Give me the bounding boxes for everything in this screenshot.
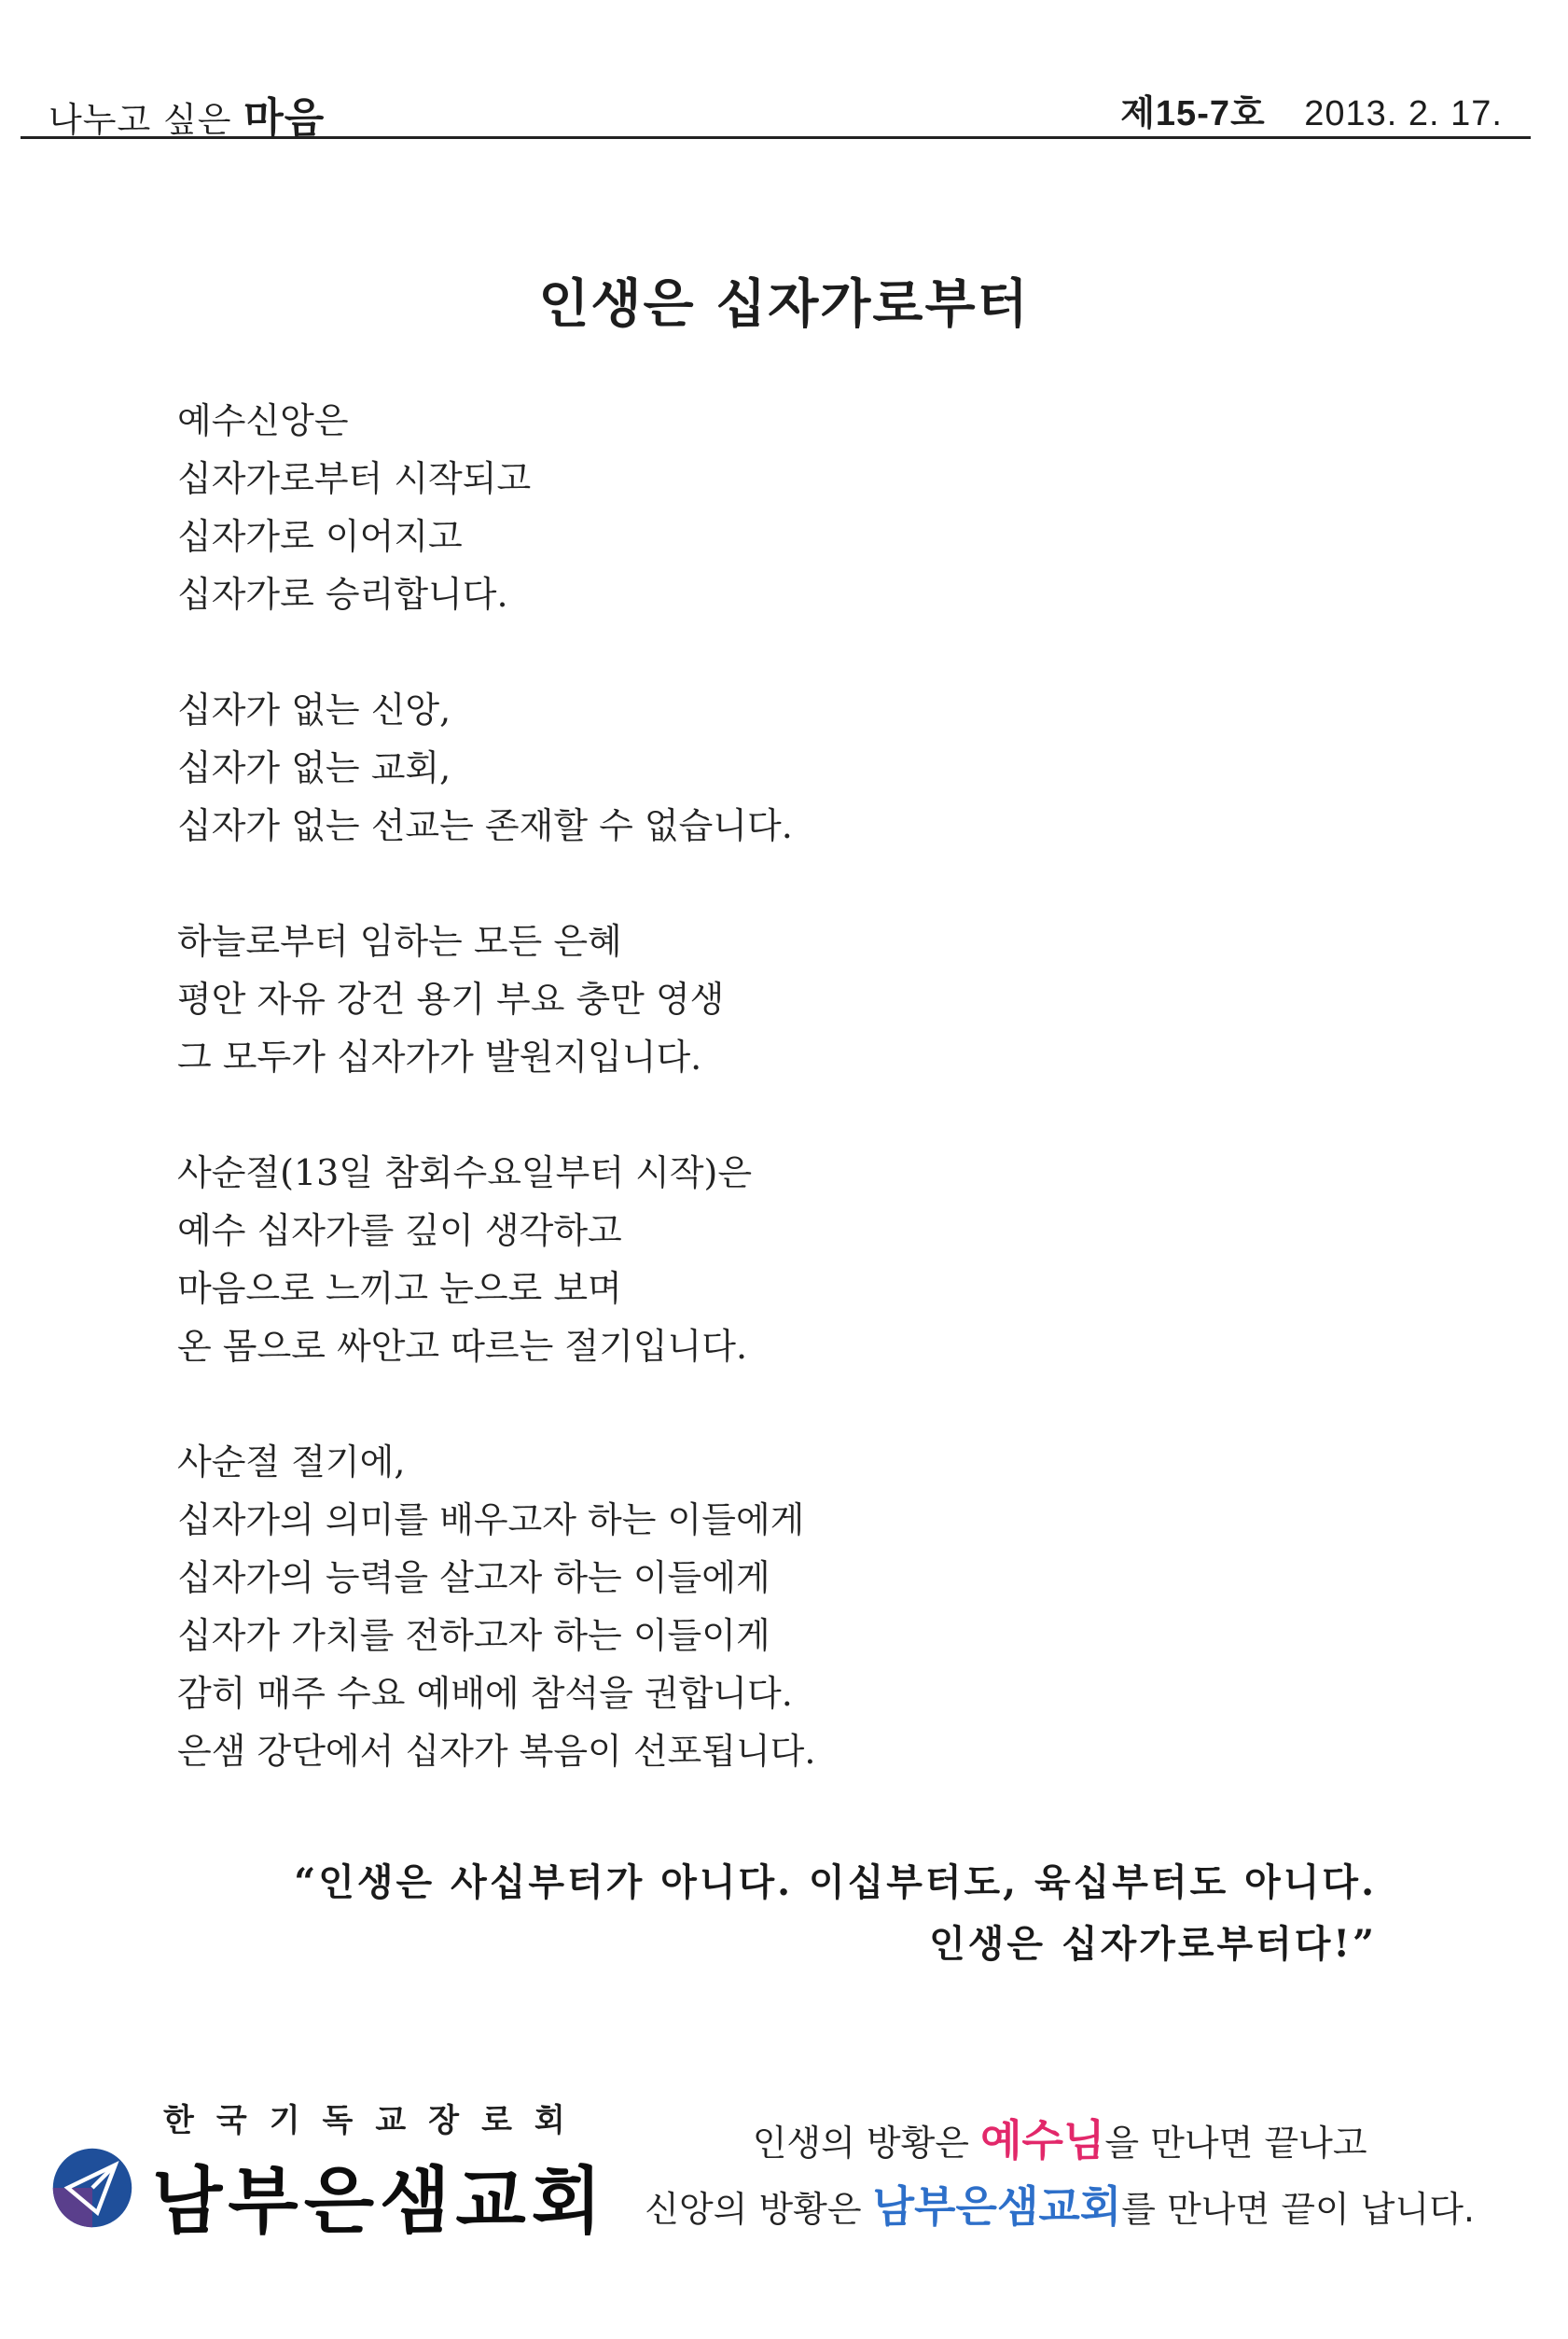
slogan-highlight-church: 남부은샘교회 (872, 2181, 1122, 2232)
poem-stanza-3 (177, 912, 1203, 1086)
poem-line: 십자가로부터 시작되고 (177, 458, 532, 499)
quote-line-2: 인생은 십자가로부터다!” (929, 1922, 1377, 1966)
newsletter-name (49, 84, 325, 144)
newsletter-name-text: 나누고 싶은 (49, 100, 232, 140)
poem-line: 은샘 강단에서 십자가 복음이 선포됩니다. (177, 1731, 816, 1772)
page-title: 인생은 십자가로부터 (538, 274, 1030, 335)
slogan-text: 를 만나면 끝이 납니다. (1121, 2189, 1475, 2230)
poem-stanza-5 (177, 1433, 1203, 1780)
slogan-highlight-jesus: 예수님 (980, 2115, 1105, 2165)
denomination-name: 한국기독교장로회 (163, 2102, 588, 2139)
poem-line: 십자가의 의미를 배우고자 하는 이들에게 (177, 1499, 805, 1540)
poem-line: 십자가의 능력을 살고자 하는 이들에게 (177, 1557, 770, 1598)
poem-line: 십자가 없는 선교는 존재할 수 없습니다. (177, 805, 793, 846)
poem-line: 십자가 없는 교회, (177, 747, 451, 788)
poem-stanza-2 (177, 681, 1203, 855)
slogan-text: 인생의 방황은 (752, 2123, 981, 2164)
poem-line: 사순절 절기에, (177, 1441, 406, 1483)
poem-line: 십자가 없는 신앙, (177, 689, 451, 731)
church-slogan (645, 2109, 1475, 2241)
closing-quote (294, 1852, 1377, 1975)
poem-line: 온 몸으로 싸안고 따르는 절기입니다. (177, 1326, 748, 1367)
issue-info (1120, 84, 1503, 135)
slogan-line-1 (645, 2109, 1475, 2175)
poem-line: 예수신앙은 (177, 400, 349, 441)
church-name: 남부은샘교회 (152, 2160, 608, 2244)
slogan-text: 을 만나면 끝나고 (1104, 2123, 1367, 2164)
poem-line: 하늘로부터 임하는 모든 은혜 (177, 921, 622, 962)
slogan-text: 신앙의 방황은 (645, 2189, 873, 2230)
poem-line: 예수 십자가를 깊이 생각하고 (177, 1210, 622, 1251)
issue-date: 2013. 2. 17. (1304, 94, 1503, 133)
quote-line-1: “인생은 사십부터가 아니다. 이십부터도, 육십부터도 아니다. (294, 1860, 1377, 1904)
poem-stanza-1 (177, 392, 1203, 623)
poem-line: 마음으로 느끼고 눈으로 보며 (177, 1268, 622, 1309)
poem-line: 평안 자유 강건 용기 부요 충만 영생 (177, 979, 725, 1020)
poem-line: 그 모두가 십자가가 발원지입니다. (177, 1037, 702, 1078)
poem-line: 십자가로 승리합니다. (177, 574, 508, 615)
slogan-line-2 (645, 2175, 1475, 2241)
newsletter-name-emphasis: 마음 (243, 94, 326, 142)
issue-number: 제15-7호 (1120, 94, 1266, 133)
poem-line: 사순절(13일 참회수요일부터 시작)은 (177, 1152, 753, 1193)
church-emblem-icon (51, 2147, 133, 2229)
poem-line: 십자가 가치를 전하고자 하는 이들이게 (177, 1615, 770, 1656)
poem-line: 감히 매주 수요 예배에 참석을 권합니다. (177, 1673, 793, 1714)
poem-stanza-4 (177, 1144, 1203, 1375)
poem-line: 십자가로 이어지고 (177, 516, 463, 557)
newsletter-header (21, 67, 1531, 142)
poem-body (177, 392, 1203, 1838)
church-logo (51, 2095, 611, 2244)
